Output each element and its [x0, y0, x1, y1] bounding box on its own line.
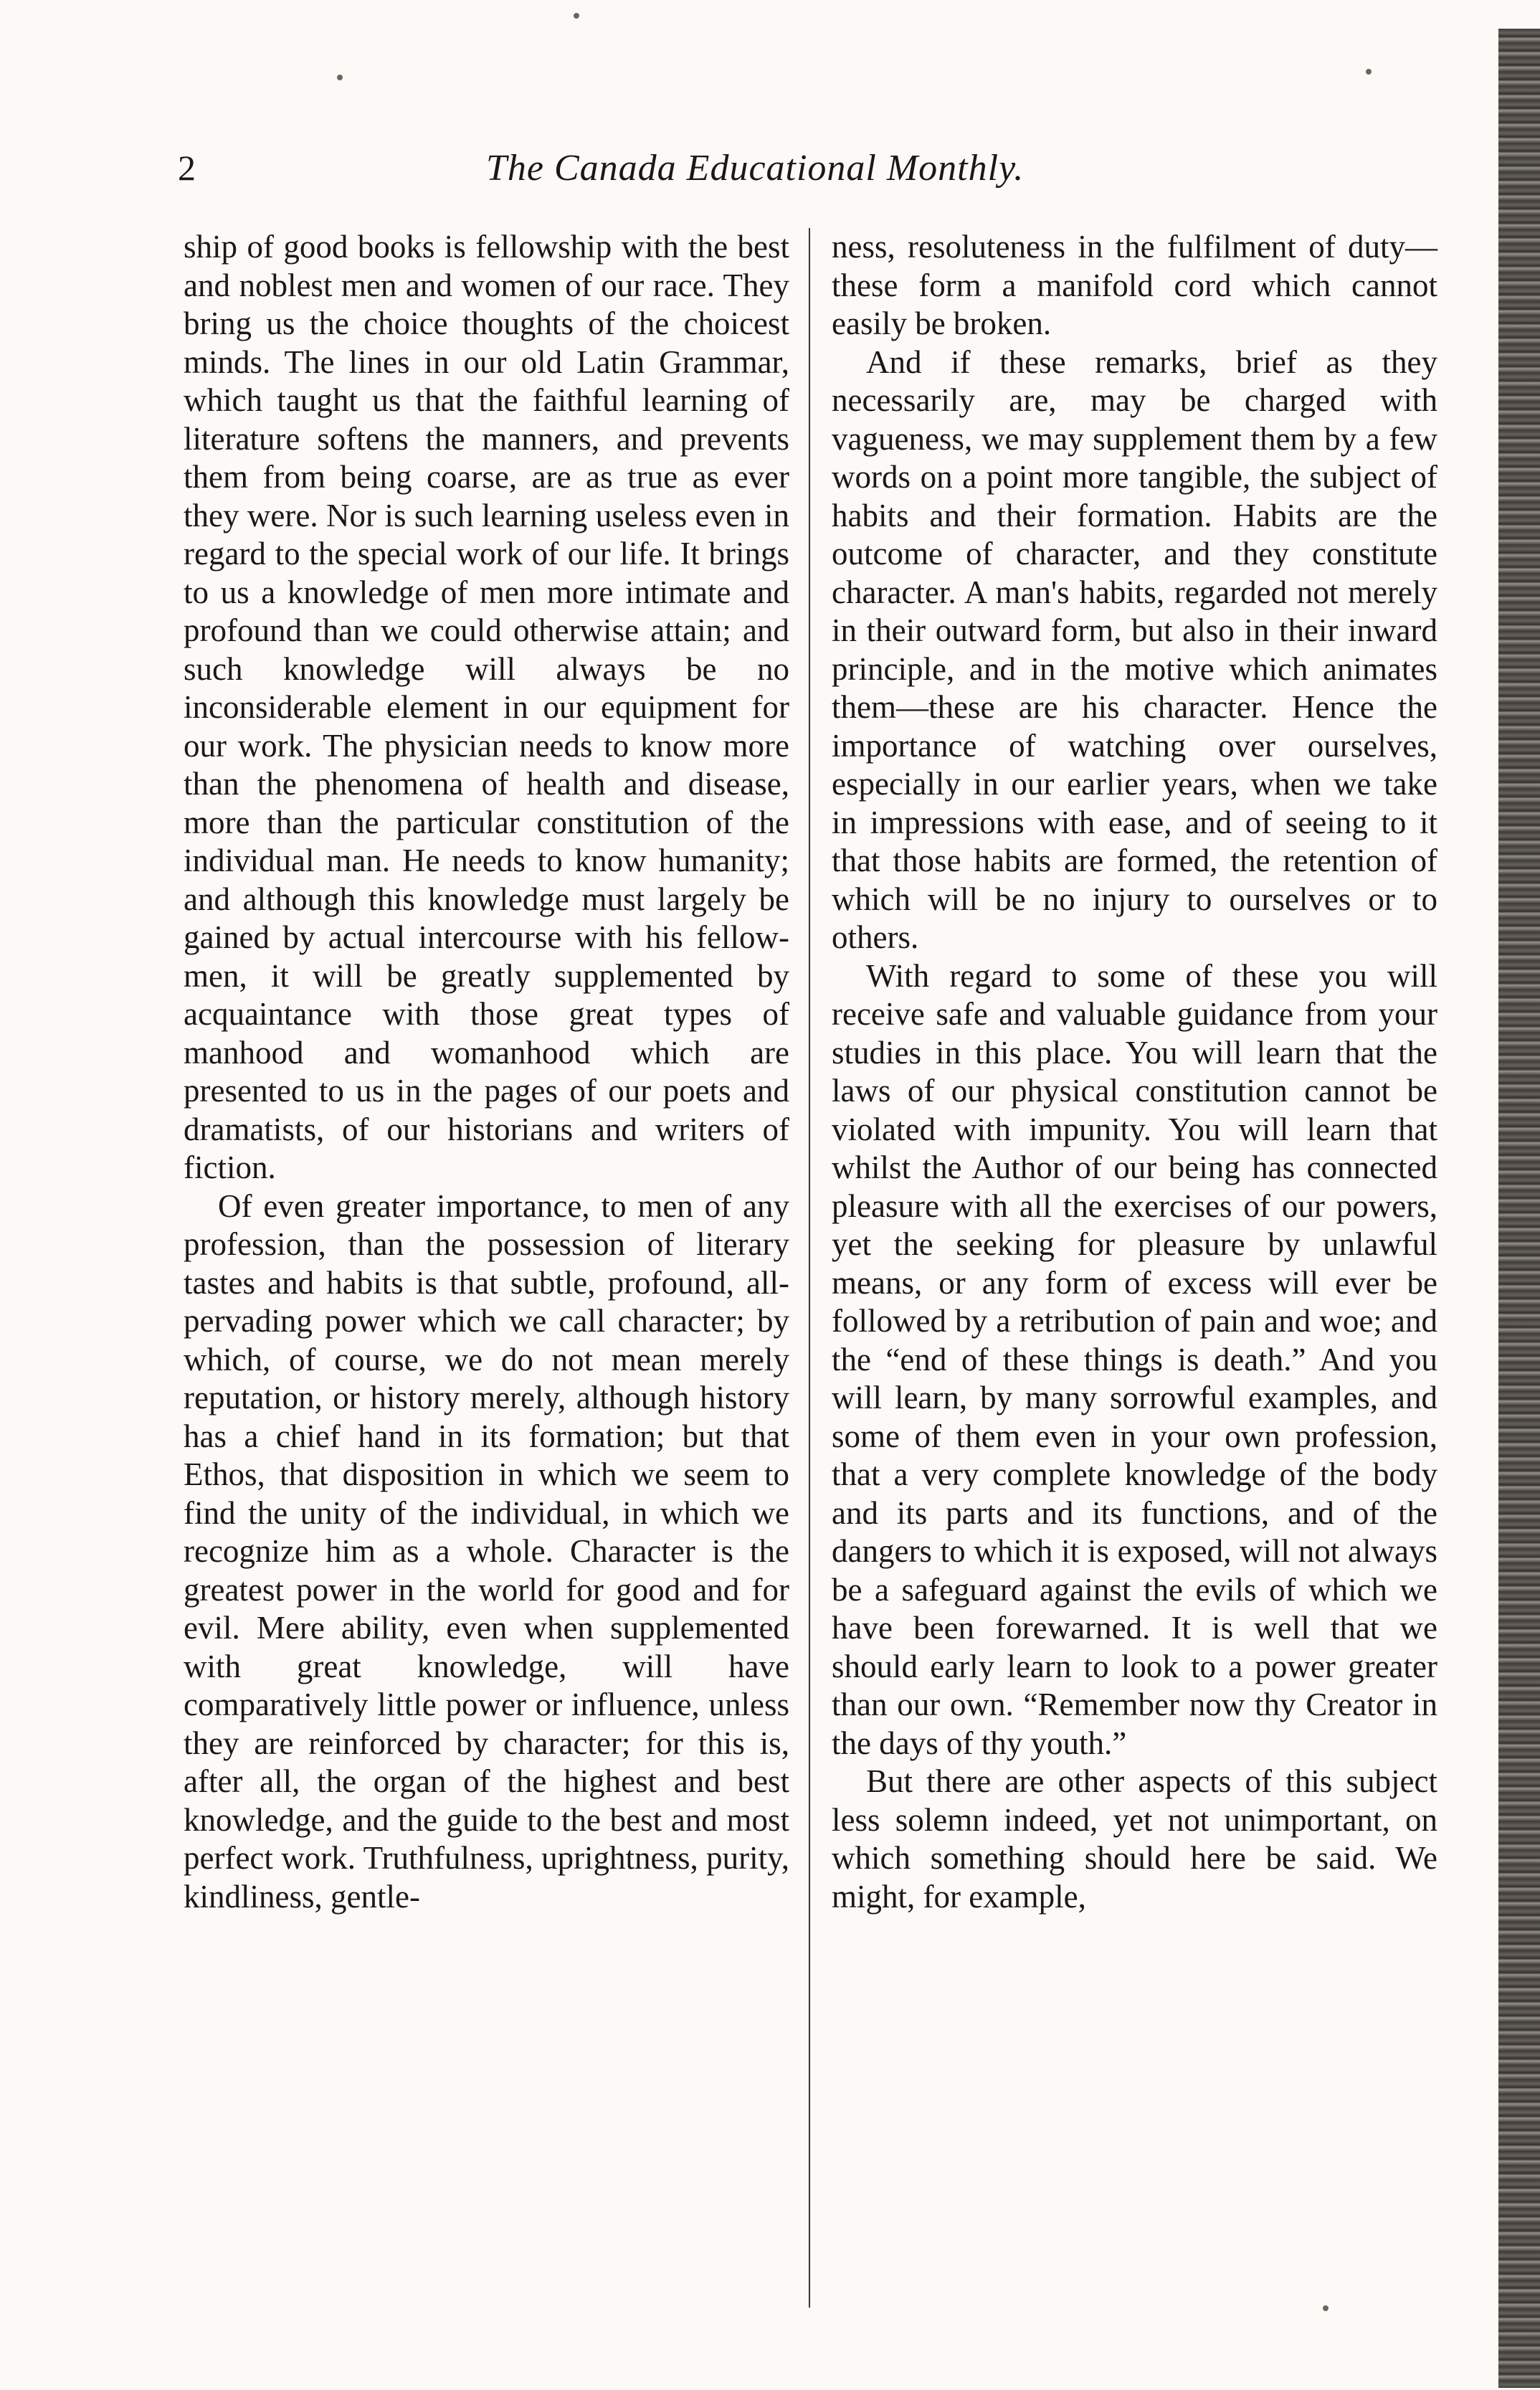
paragraph: ness, resoluteness in the fulfilment of duty—these form a manifold cord which cannot easily be broken.: [832, 229, 1437, 341]
scan-binding-edge: [1498, 29, 1540, 2388]
paragraph: ship of good books is fellowship with the best and noblest men and women of our race. They bring us the choice thoughts of the choicest minds. The lines in our old Latin Grammar, which taught us that the faithful learning of literature softens the manners, and prevents them from being coarse, are as true as ever they were. Nor is such learning useless even in regard to the special work of our life. It brings to us a knowledge of men more intimate and profound than we could otherwise attain; and such knowledge will always be no inconsiderable element in our equipment for our work. The physician needs to know more than the phenomena of health and disease, more than the particular constitution of the individual man. He needs to know humanity; and although this knowledge must largely be gained by actual intercourse with his fellow-men, it will be greatly supplemented by acquaintance with those great types of manhood and womanhood which are presented to us in the pages of our poets and dramatists, of our historians and writers of fiction.: [184, 229, 789, 1185]
paragraph: But there are other aspects of this subject less solemn indeed, yet not unimportant, on which something should here be said. We might, for example,: [832, 1763, 1437, 1915]
right-column: [832, 228, 1437, 1916]
paragraph: With regard to some of these you will receive safe and valuable guidance from your studies in this place. You will learn that the laws of our physical constitution cannot be violated with impunity. You will learn that whilst the Author of our being has connected pleasure with all the exercises of our powers, yet the seeking for pleasure by unlawful means, or any form of excess will ever be followed by a retribution of pain and woe; and the “end of these things is death.” And you will learn, by many sorrowful examples, and some of them even in your own profession, that a very complete knowledge of the body and its parts and its functions, and of the dangers to which it is exposed, will not always be a safeguard against the evils of which we have been forewarned. It is well that we should early learn to look to a power greater than our own. “Remember now thy Creator in the days of thy youth.”: [832, 957, 1437, 1761]
paragraph: Of even greater importance, to men of any profession, than the possession of literary tastes and habits is that subtle, profound, all-pervading power which we call character; by which, of course, we do not mean merely reputation, or history merely, although history has a chief hand in its formation; but that Ethos, that disposition in which we seem to find the unity of the individual, in which we recognize him as a whole. Character is the greatest power in the world for good and for evil. Mere ability, even when supplemented with great knowledge, will have comparatively little power or influence, unless they are reinforced by character; for this is, after all, the organ of the highest and best knowledge, and the guide to the best and most perfect work. Truthfulness, uprightness, purity, kindliness, gentle-: [184, 1187, 789, 1915]
left-column: [184, 228, 789, 1916]
scan-speck: [1323, 2305, 1329, 2311]
page-number: 2: [178, 148, 196, 188]
scan-speck: [1366, 69, 1372, 75]
column-divider: [809, 228, 810, 2308]
page-header: [178, 147, 1440, 204]
scan-speck: [574, 13, 579, 19]
running-title: The Canada Educational Monthly.: [486, 148, 1025, 189]
scan-speck: [337, 75, 343, 80]
paragraph: And if these remarks, brief as they necessarily are, may be charged with vagueness, we may supplement them by a few words on a point more tangible, the subject of habits and their formation. Habits are the outcome of character, and they constitute character. A man's habits, regarded not merely in their outward form, but also in their inward principle, and in the motive which animates them—these are his character. Hence the importance of watching over ourselves, especially in our earlier years, when we take in impressions with ease, and of seeing to it that those habits are formed, the retention of which will be no injury to ourselves or to others.: [832, 343, 1437, 955]
